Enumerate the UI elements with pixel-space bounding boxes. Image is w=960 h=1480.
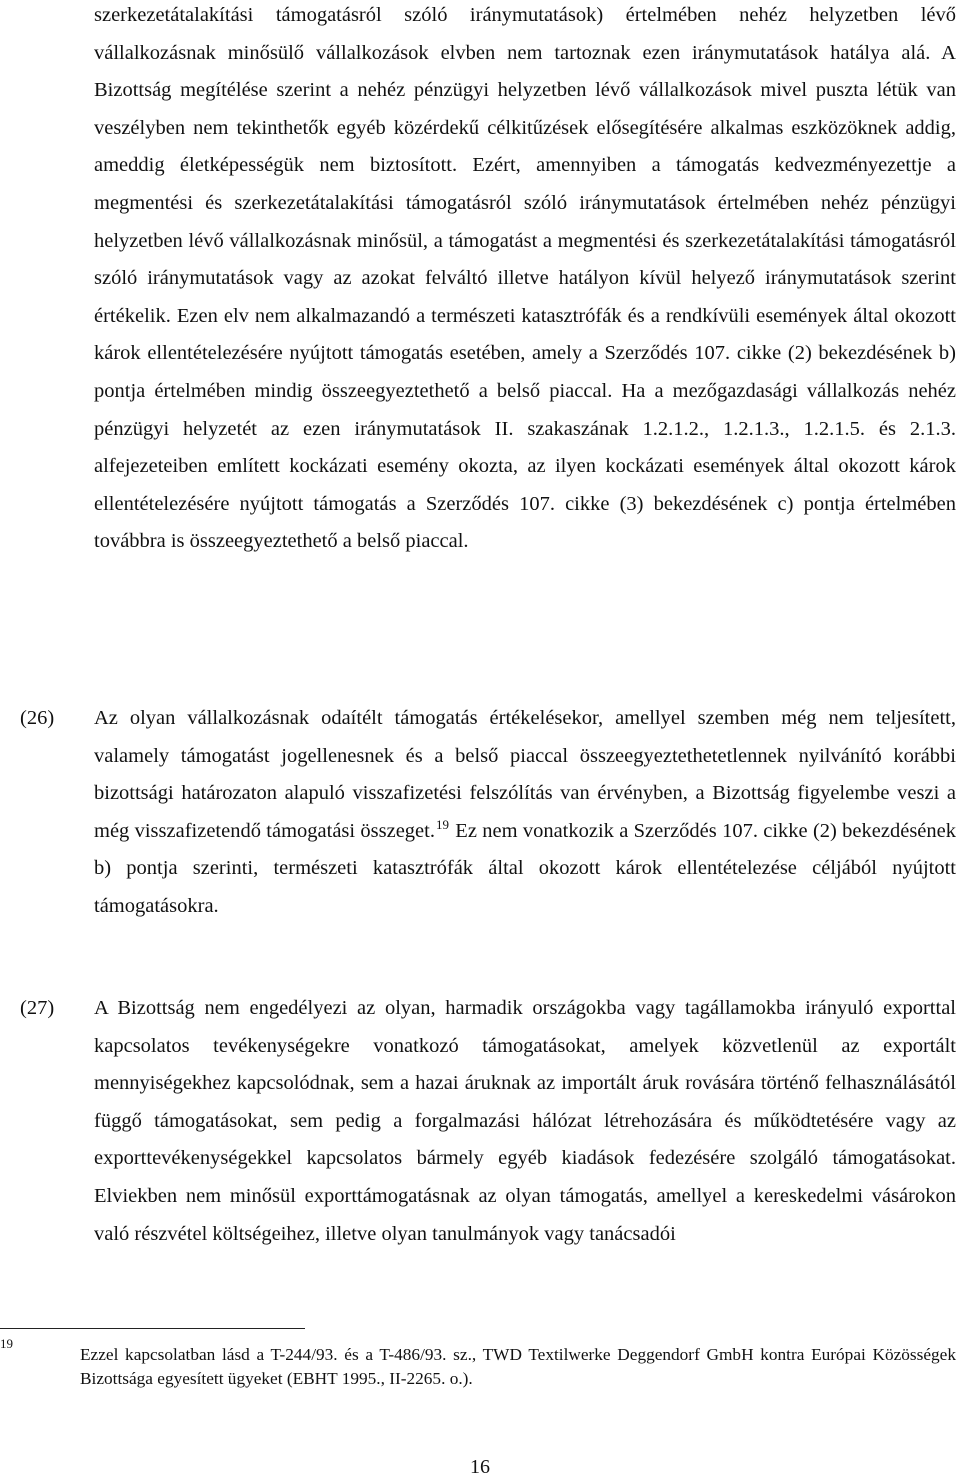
paragraph-number-27: (27): [20, 997, 55, 1019]
footnote-text: Ezzel kapcsolatban lásd a T-244/93. és a T-486/93. sz., TWD Textilwerke Deggendorf GmbH kontra Európai Közösségek Bizottsága egyesített ügyeket (EBHT 1995., II-2265. o.).: [80, 1345, 956, 1388]
paragraph-26-text-end: Ez nem vonatkozik a Szerződés 107. cikke (2) bekezdésének b) pontja szerinti, természeti katasztrófák által okozott károk ellentételezése céljából nyújtott támogatásokra.: [94, 819, 956, 917]
paragraph-continued: szerkezetátalakítási támogatásról szóló iránymutatások) értelmében nehéz helyzetben lévő vállalkozásnak minősülő vállalkozások elvben nem tartoznak ezen iránymutatások hatálya alá. A Bizottság megítélése szerint a nehéz pénzügyi helyzetben lévő vállalkozások mivel puszta létük van veszélyben nem tekinthetők egyéb közérdekű célkitűzések elősegítésére alkalmas eszközöknek addig, ameddig életképességük nem biztosított. Ezért, amennyiben a támogatás kedvezményezettje a megmentési és szerkezetátalakítási támogatásról szóló iránymutatások értelmében nehéz pénzügyi helyzetben lévő vállalkozásnak minősül, a támogatást a megmentési és szerkezetátalakítási támogatásról szóló iránymutatások vagy az azokat felváltó illetve hatályon kívül helyező iránymutatások szerint értékelik. Ezen elv nem alkalmazandó a természeti katasztrófák és a rendkívüli események által okozott károk ellentételezésére nyújtott támogatás esetében, amely a Szerződés 107. cikke (2) bekezdésének b) pontja értelmében mindig összeegyeztethető a belső piaccal. Ha a mezőgazdasági vállalkozás nehéz pénzügyi helyzetét az ezen iránymutatások II. szakaszának 1.2.1.2., 1.2.1.3., 1.2.1.5. és 2.1.3. alfejezeteiben említett kockázati esemény okozta, az ilyen kockázati események által okozott károk ellentételezésére nyújtott támogatás a Szerződés 107. cikke (3) bekezdésének c) pontja értelmében továbbra is összeegyeztethető a belső piaccal.: [94, 4, 956, 553]
page-number: 16: [470, 1456, 490, 1478]
paragraph-number-26: (26): [20, 707, 55, 729]
paragraph-27: A Bizottság nem engedélyezi az olyan, harmadik országokba vagy tagállamokba irányuló exporttal kapcsolatos tevékenységekre vonatkozó támogatásokat, amelyek közvetlenül az exportált mennyiségekhez kapcsolódnak, sem a hazai áruknak az importált áruk rovására történő felhasználásától függő támogatásokat, sem pedig a forgalmazási hálózat létrehozására és működtetésére vagy az exporttevékenységekkel kapcsolatos bármely egyéb kiadások fedezésére szolgáló támogatásokat. Elviekben nem minősül exporttámogatásnak az olyan támogatás, amellyel a kereskedelmi vásárokon való részvétel költségeihez, illetve olyan tanulmányok vagy tanácsadói: [94, 997, 956, 1245]
paragraph-26: [94, 700, 956, 926]
footnote-reference[interactable]: 19: [435, 816, 449, 832]
paragraph-26-text-start: Az olyan vállalkozásnak odaítélt támogatás értékelésekor, amellyel szemben még nem teljesített, valamely támogatást jogellenesnek és a belső piaccal összeegyeztethetetlennek nyilvánító korábbi bizottsági határozaton alapuló visszafizetési felszólítás van érvényben, a Bizottság figyelembe veszi a még visszafizetendő támogatási összeget.: [94, 707, 956, 842]
footnote-divider: [0, 1328, 305, 1329]
footnote-number: 19: [0, 1336, 13, 1351]
